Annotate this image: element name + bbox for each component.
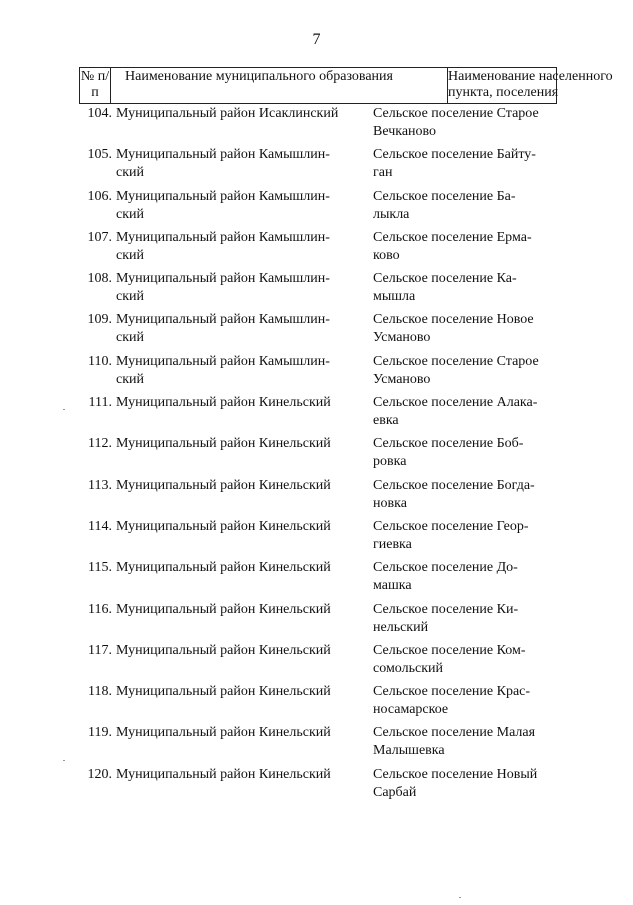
row-number: 114.: [88, 518, 112, 534]
municipality-cell: [116, 146, 366, 182]
settlement-cell: [373, 146, 563, 182]
municipality-cell: [116, 435, 366, 453]
header-number-column: № п/п: [80, 68, 111, 103]
municipality-line: Муниципальный район Кинельский: [116, 560, 331, 576]
settlement-line: Усманово: [373, 371, 431, 387]
settlement-line: Сельское поселение До-: [373, 560, 518, 576]
table-row: [0, 558, 633, 599]
settlement-line: Усманово: [373, 330, 431, 346]
municipality-cell: [116, 394, 366, 412]
settlement-line: мышла: [373, 289, 416, 305]
municipality-line: Муниципальный район Камышлин-: [116, 147, 330, 163]
municipality-line: Муниципальный район Камышлин-: [116, 353, 330, 369]
settlement-line: Вечканово: [373, 124, 437, 139]
municipality-line: ский: [116, 247, 144, 263]
municipality-line: ский: [116, 165, 144, 181]
settlement-cell: [373, 601, 563, 637]
row-number: 107.: [87, 229, 112, 245]
settlement-line: ровка: [373, 454, 407, 470]
row-number: 106.: [87, 188, 112, 204]
municipality-cell: [116, 518, 366, 536]
settlement-line: ково: [373, 247, 400, 263]
row-number: 115.: [88, 560, 112, 576]
settlement-cell: [373, 105, 563, 141]
municipality-line: Муниципальный район Кинельский: [116, 601, 331, 617]
municipality-line: Муниципальный район Кинельский: [116, 477, 331, 493]
settlement-cell: [373, 724, 563, 760]
header-municipality-column: Наименование муниципального образования: [111, 68, 448, 103]
settlement-line: Сельское поселение Байту-: [373, 147, 536, 163]
table-row: [0, 434, 633, 475]
row-number: 109.: [87, 312, 112, 328]
settlement-cell: [373, 353, 563, 389]
municipality-line: Муниципальный район Кинельский: [116, 642, 331, 658]
row-number: 113.: [88, 477, 112, 493]
settlement-cell: [373, 559, 563, 595]
row-number: 118.: [88, 684, 112, 700]
row-number: 117.: [88, 642, 112, 658]
settlement-line: гиевка: [373, 536, 412, 552]
municipality-line: Муниципальный район Камышлин-: [116, 312, 330, 328]
settlement-line: Малышевка: [373, 743, 445, 759]
municipality-line: ский: [116, 206, 144, 222]
settlement-cell: [373, 642, 563, 678]
table-row: [0, 310, 633, 351]
scan-speck: [459, 897, 461, 898]
table-row: [0, 269, 633, 310]
municipality-cell: [116, 642, 366, 660]
settlement-line: Сельское поселение Геор-: [373, 518, 529, 534]
settlement-line: Сельское поселение Алака-: [373, 395, 538, 411]
settlement-line: Сельское поселение Крас-: [373, 684, 531, 700]
settlement-line: лыкла: [373, 206, 410, 222]
table-header: [79, 67, 613, 104]
row-number: 105.: [87, 147, 112, 163]
settlement-line: носамарское: [373, 702, 449, 718]
municipality-cell: [116, 477, 366, 495]
settlement-line: нельский: [373, 619, 429, 635]
municipality-line: Муниципальный район Кинельский: [116, 395, 331, 411]
settlement-line: новка: [373, 495, 407, 511]
settlement-cell: [373, 683, 563, 719]
municipality-cell: [116, 229, 366, 265]
settlement-line: ган: [373, 165, 393, 181]
table-row: [0, 517, 633, 558]
settlement-line: Сельское поселение Ка-: [373, 271, 517, 287]
municipality-line: Муниципальный район Кинельский: [116, 436, 331, 452]
settlement-line: Сельское поселение Ки-: [373, 601, 519, 617]
settlement-line: машка: [373, 578, 412, 594]
settlement-cell: [373, 229, 563, 265]
settlement-line: Сельское поселение Малая: [373, 725, 536, 741]
row-number: 120.: [87, 766, 112, 782]
settlement-cell: [373, 394, 563, 430]
settlement-line: Сельское поселение Ком-: [373, 642, 526, 658]
row-number: 119.: [88, 725, 112, 741]
settlement-line: Сельское поселение Богда-: [373, 477, 535, 493]
table-row: [0, 765, 633, 806]
settlement-cell: [373, 518, 563, 554]
table-row: [0, 393, 633, 434]
table-row: [0, 641, 633, 682]
settlement-cell: [373, 477, 563, 513]
municipality-cell: [116, 601, 366, 619]
header-settlement-line-1: Наименование населенного: [448, 69, 613, 84]
settlement-line: евка: [373, 413, 399, 429]
table-row: [0, 352, 633, 393]
settlement-line: Сельское поселение Старое: [373, 106, 539, 121]
municipality-line: ский: [116, 371, 144, 387]
scan-speck: [63, 409, 65, 410]
municipality-cell: [116, 105, 366, 123]
municipality-cell: [116, 311, 366, 347]
table-row: [0, 600, 633, 641]
settlement-cell: [373, 435, 563, 471]
municipality-line: Муниципальный район Исаклинский: [116, 106, 339, 121]
row-number: 116.: [88, 601, 112, 617]
settlement-cell: [373, 188, 563, 224]
settlement-line: Сельское поселение Ерма-: [373, 229, 532, 245]
table-row: [0, 476, 633, 517]
municipality-cell: [116, 188, 366, 224]
municipality-cell: [116, 559, 366, 577]
table-body: [0, 104, 633, 806]
header-settlement-line-2: пункта, поселения: [448, 85, 559, 100]
municipality-cell: [116, 270, 366, 306]
settlement-line: Сельское поселение Ба-: [373, 188, 516, 204]
table-row: [0, 682, 633, 723]
municipality-line: ский: [116, 330, 144, 346]
table-row: [0, 187, 633, 228]
settlement-cell: [373, 766, 563, 802]
settlement-line: Сельское поселение Боб-: [373, 436, 524, 452]
municipality-line: Муниципальный район Камышлин-: [116, 229, 330, 245]
table-row: [0, 228, 633, 269]
settlement-line: Сельское поселение Новый: [373, 766, 538, 782]
settlement-cell: [373, 270, 563, 306]
table-row: [0, 145, 633, 186]
municipality-cell: [116, 766, 366, 784]
row-number: 110.: [88, 353, 112, 369]
municipality-line: Муниципальный район Кинельский: [116, 684, 331, 700]
row-number: 112.: [88, 436, 112, 452]
row-number: 104.: [87, 106, 112, 121]
table-row: [0, 104, 633, 145]
municipality-line: ский: [116, 289, 144, 305]
municipality-cell: [116, 683, 366, 701]
page-number: 7: [312, 31, 321, 48]
header-settlement-column: [448, 68, 613, 103]
municipality-cell: [116, 724, 366, 742]
municipality-line: Муниципальный район Кинельский: [116, 766, 331, 782]
municipality-line: Муниципальный район Кинельский: [116, 518, 331, 534]
table-row: [0, 723, 633, 764]
settlement-line: Сельское поселение Старое: [373, 353, 539, 369]
scan-speck: [63, 760, 65, 761]
settlement-line: сомольский: [373, 660, 443, 676]
settlement-cell: [373, 311, 563, 347]
municipality-cell: [116, 353, 366, 389]
row-number: 108.: [87, 271, 112, 287]
municipality-line: Муниципальный район Кинельский: [116, 725, 331, 741]
row-number: 111.: [88, 395, 112, 411]
municipality-line: Муниципальный район Камышлин-: [116, 188, 330, 204]
municipality-line: Муниципальный район Камышлин-: [116, 271, 330, 287]
settlement-line: Сельское поселение Новое: [373, 312, 534, 328]
settlement-line: Сарбай: [373, 784, 417, 800]
